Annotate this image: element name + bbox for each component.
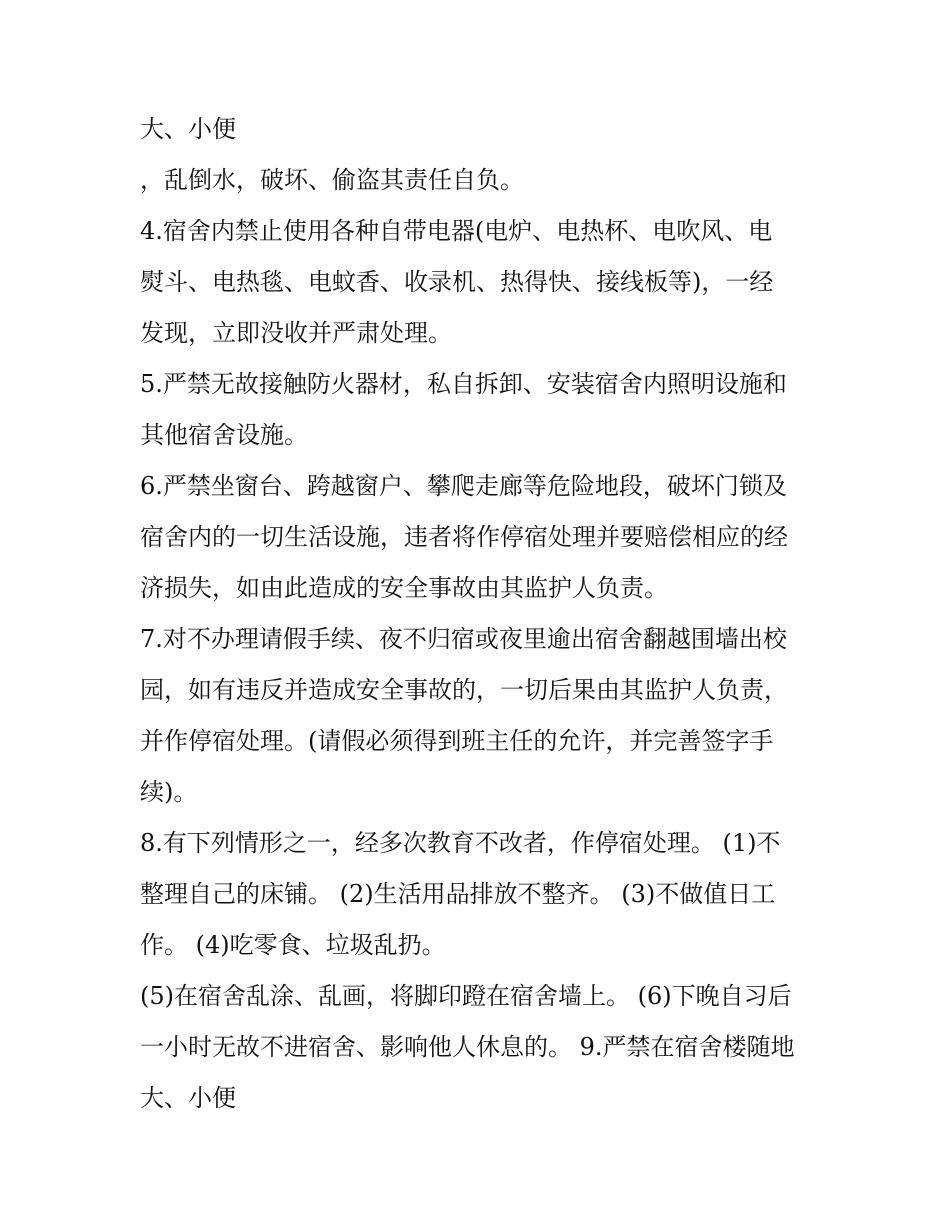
text-line: 并作停宿处理。(请假必须得到班主任的允许，并完善签字手 (140, 727, 774, 755)
text-line: 8.有下列情形之一，经多次教育不改者，作停宿处理。 (1)不 (140, 829, 781, 857)
text-line: 济损失，如由此造成的安全事故由其监护人负责。 (140, 574, 668, 602)
text-line: 其他宿舍设施。 (140, 421, 308, 449)
text-line: 宿舍内的一切生活设施，违者将作停宿处理并要赔偿相应的经 (140, 523, 788, 551)
text-line: 园，如有违反并造成安全事故的，一切后果由其监护人负责， (140, 676, 788, 704)
text-line: 熨斗、电热毯、电蚊香、收录机、热得快、接线板等)，一经 (140, 268, 774, 296)
text-line: 7.对不办理请假手续、夜不归宿或夜里逾出宿舍翻越围墙出校 (140, 625, 787, 653)
text-line: 大、小便 (140, 115, 236, 143)
text-line: 续)。 (140, 778, 198, 806)
text-line: 大、小便 (140, 1084, 236, 1112)
text-line: ，乱倒水，破坏、偷盗其责任自负。 (140, 166, 524, 194)
text-line: 5.严禁无故接触防火器材，私自拆卸、安装宿舍内照明设施和 (140, 370, 787, 398)
text-line: 作。 (4)吃零食、垃圾乱扔。 (140, 931, 446, 959)
text-line: 整理自己的床铺。 (2)生活用品排放不整齐。 (3)不做值日工 (140, 880, 776, 908)
text-line: 发现，立即没收并严肃处理。 (140, 319, 452, 347)
text-line: 一小时无故不进宿舍、影响他人休息的。 9.严禁在宿舍楼随地 (140, 1033, 795, 1061)
text-line: 4.宿舍内禁止使用各种自带电器(电炉、电热杯、电吹风、电 (140, 217, 773, 245)
document-body (140, 104, 820, 1124)
text-line: 6.严禁坐窗台、跨越窗户、攀爬走廊等危险地段，破坏门锁及 (140, 472, 787, 500)
text-line: (5)在宿舍乱涂、乱画，将脚印蹬在宿舍墙上。 (6)下晚自习后 (140, 982, 792, 1010)
